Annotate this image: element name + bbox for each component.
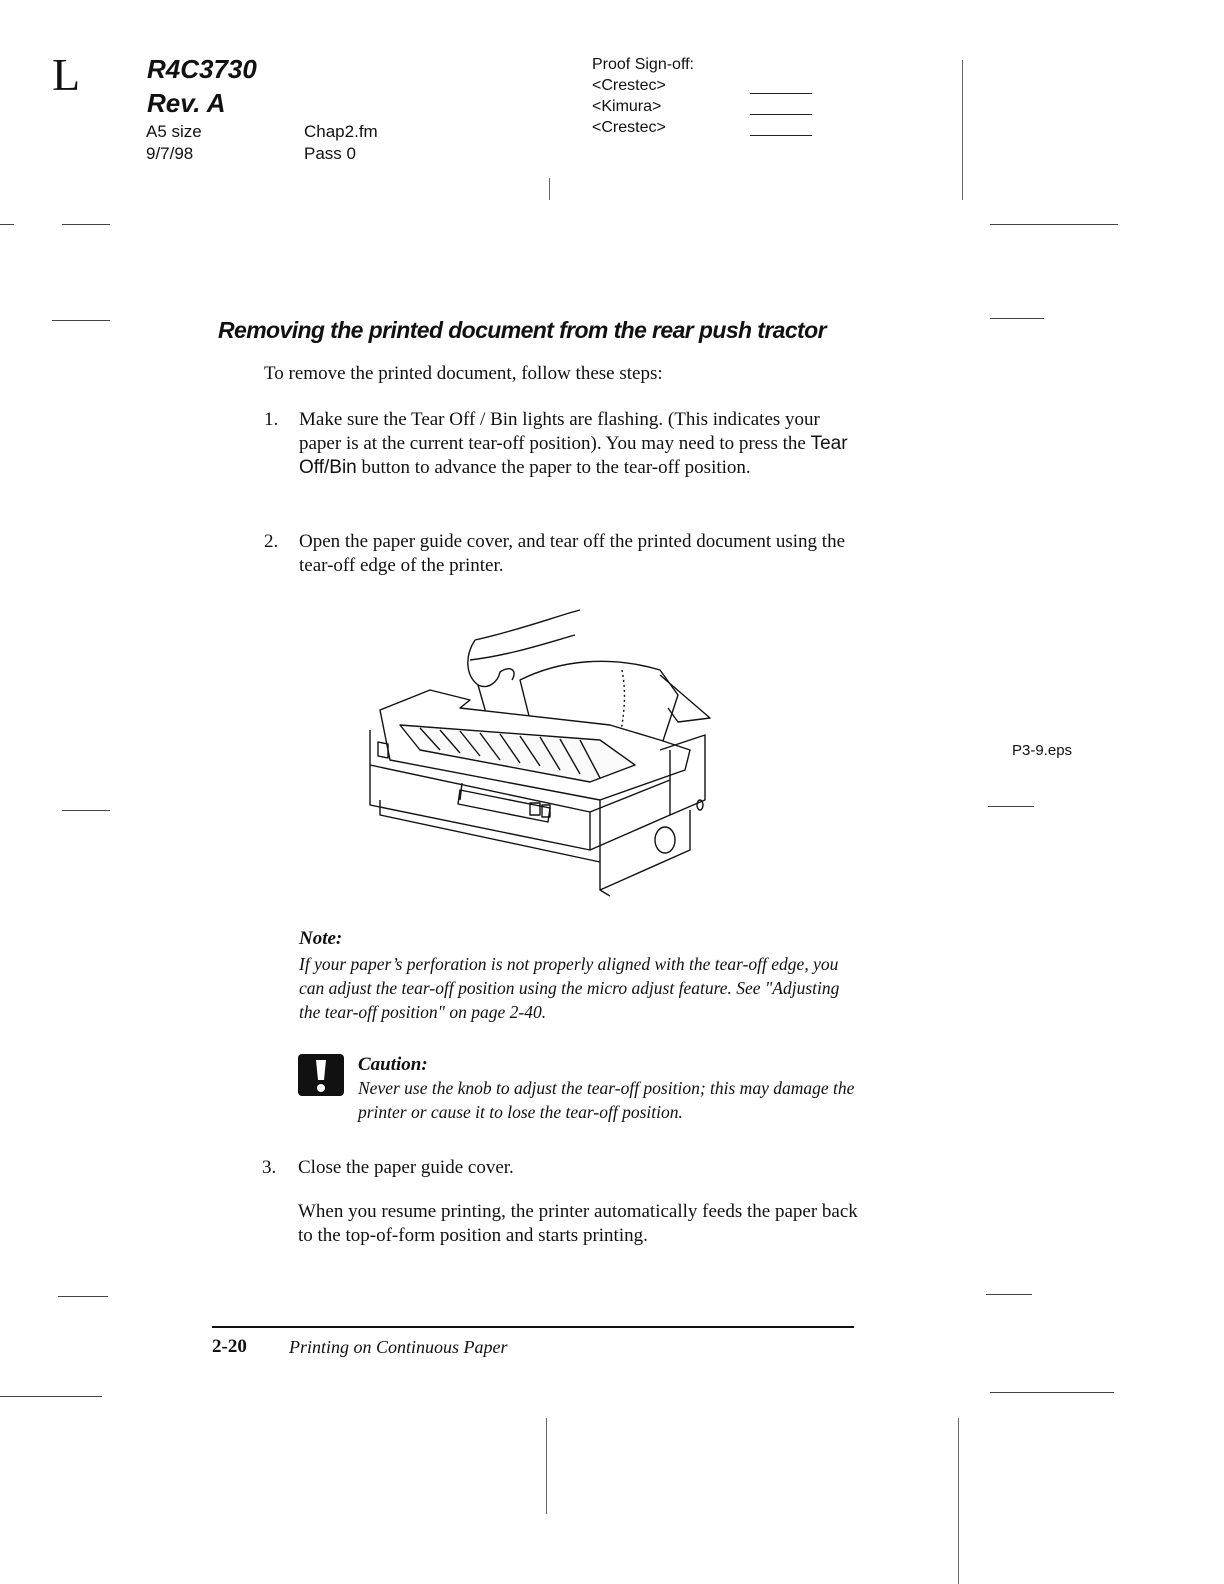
button-name: Tear Off/Bin: [299, 433, 848, 478]
side-letter: L: [52, 49, 81, 100]
crop-mark: [62, 810, 110, 811]
closing-paragraph: When you resume printing, the printer automatically feeds the paper back to the top-of-form position and starts printing.: [298, 1201, 858, 1246]
crop-mark: [986, 1294, 1032, 1295]
signature-line: [750, 114, 812, 115]
signature-line: [750, 135, 812, 136]
printer-tearing-paper-illustration: [360, 600, 720, 900]
proof-signoff-title: Proof Sign-off:: [592, 56, 694, 73]
step-text-part: button to advance the paper to the tear-off position.: [356, 457, 751, 478]
crop-mark: [549, 178, 550, 200]
step-text: Close the paper guide cover.: [298, 1157, 514, 1178]
crop-mark: [990, 318, 1044, 319]
pass-label: Pass 0: [304, 144, 356, 163]
paper-size: A5 size: [146, 122, 202, 141]
crop-mark: [990, 1392, 1114, 1393]
proof-entry: <Kimura>: [592, 98, 662, 115]
crop-mark: [58, 1296, 108, 1297]
section-title: Removing the printed document from the rear push tractor: [218, 317, 826, 343]
step-number: 3.: [262, 1157, 277, 1178]
crop-mark: [0, 1396, 102, 1397]
document-revision: Rev. A: [147, 88, 226, 118]
caution-text: Never use the knob to adjust the tear-off position; this may damage the printer or cause it to lose the tear-off position.: [358, 1078, 855, 1122]
crop-mark: [0, 224, 14, 225]
page-number: 2-20: [212, 1336, 247, 1357]
document-code: R4C3730: [147, 54, 257, 84]
step-number: 2.: [264, 531, 279, 552]
footer-rule: [212, 1326, 854, 1328]
step-text-part: Make sure the Tear Off / Bin lights are flashing. (This indicates your paper is at the current tear-off position). You may need to press the: [299, 409, 820, 454]
figure-file-label: P3-9.eps: [1012, 742, 1073, 759]
caution-heading: Caution:: [358, 1054, 428, 1075]
file-name: Chap2.fm: [304, 122, 378, 141]
chapter-title: Printing on Continuous Paper: [289, 1337, 508, 1357]
document-date: 9/7/98: [146, 144, 194, 163]
step-number: 1.: [264, 409, 279, 430]
intro-text: To remove the printed document, follow these steps:: [264, 363, 663, 384]
note-text: If your paper’s perforation is not properly aligned with the tear-off edge, you can adjust the tear-off position using the micro adjust feature. See "Adjusting the tear-off position" on page 2-40.: [299, 954, 840, 1022]
crop-mark: [62, 224, 110, 225]
exclamation-icon: [296, 1052, 346, 1098]
proof-entry: <Crestec>: [592, 77, 666, 94]
step-text: Open the paper guide cover, and tear off the printed document using the tear-off edge of the printer.: [299, 531, 846, 576]
signature-line: [750, 93, 812, 94]
crop-mark: [546, 1418, 547, 1514]
crop-mark: [988, 806, 1034, 807]
crop-mark: [958, 1418, 959, 1584]
crop-mark: [990, 224, 1118, 225]
proof-entry: <Crestec>: [592, 119, 666, 136]
note-heading: Note:: [299, 928, 343, 949]
crop-mark: [962, 60, 963, 200]
crop-mark: [52, 320, 110, 321]
step-text: [299, 408, 859, 480]
